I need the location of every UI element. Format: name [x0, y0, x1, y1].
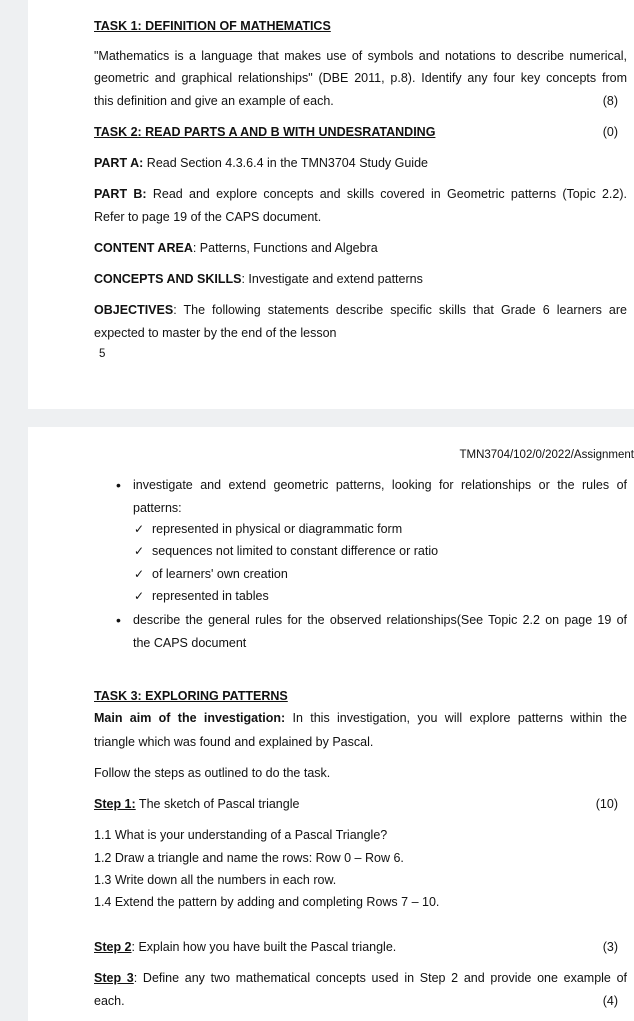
step-3-line-1 [94, 970, 627, 986]
checkmark-icon: ✓ [134, 544, 145, 558]
step-2 [94, 939, 396, 955]
step-3-marks: (4) [602, 994, 618, 1008]
part-b-line-2: Refer to page 19 of the CAPS document. [94, 210, 322, 224]
step-3-label: Step 3 [94, 971, 134, 985]
task1-title: TASK 1: DEFINITION OF MATHEMATICS [94, 19, 331, 33]
step-3-text: : Define any two mathematical concepts used in Step 2 and provide one example of [133, 971, 627, 985]
content-area-text: : Patterns, Functions and Algebra [192, 241, 378, 255]
checkmark-icon: ✓ [134, 522, 145, 536]
document-page-1 [28, 0, 634, 409]
step-2-text: : Explain how you have built the Pascal triangle. [131, 940, 397, 954]
objectives-label: OBJECTIVES [94, 303, 174, 317]
checkmark-icon: ✓ [134, 589, 145, 603]
objectives-line-1 [94, 302, 627, 318]
main-aim-text: In this investigation, you will explore patterns within the [285, 711, 627, 725]
concepts-label: CONCEPTS AND SKILLS [94, 272, 242, 286]
step-2-marks: (3) [602, 940, 618, 954]
task1-text-line-2: geometric and graphical relationships" (DBE 2011, p.8). Identify any four key concepts from [94, 71, 627, 85]
task2-title: TASK 2: READ PARTS A AND B WITH UNDESRATANDING [94, 125, 436, 139]
bullet-icon: • [116, 612, 121, 628]
objectives-line-2: expected to master by the end of the lesson [94, 326, 337, 340]
part-a-text: Read Section 4.3.6.4 in the TMN3704 Study Guide [143, 156, 428, 170]
page-number: 5 [99, 348, 106, 360]
task1-text-line-1: "Mathematics is a language that makes use of symbols and notations to describe numerical, [94, 49, 627, 63]
step-1-item: 1.1 What is your understanding of a Pascal Triangle? [94, 828, 388, 842]
sub-item: of learners' own creation [152, 567, 288, 581]
task3-title: TASK 3: EXPLORING PATTERNS [94, 689, 288, 703]
bullet-1-line-1: investigate and extend geometric patterns, looking for relationships or the rules of [133, 478, 627, 492]
concepts-and-skills [94, 271, 423, 287]
task1-text-line-3: this definition and give an example of each. [94, 94, 334, 108]
step-1-item: 1.3 Write down all the numbers in each row. [94, 873, 337, 887]
objectives-text: : The following statements describe specific skills that Grade 6 learners are [173, 303, 627, 317]
part-b-text: Read and explore concepts and skills covered in Geometric patterns (Topic 2.2). [146, 187, 627, 201]
document-page-2 [28, 427, 634, 1021]
sub-item: represented in tables [152, 589, 269, 603]
part-b-line-1 [94, 186, 627, 202]
part-a-label: PART A: [94, 156, 144, 170]
content-area [94, 240, 378, 256]
main-aim-line-2: triangle which was found and explained by Pascal. [94, 735, 374, 749]
follow-steps-text: Follow the steps as outlined to do the task. [94, 766, 331, 780]
part-a [94, 155, 428, 171]
content-area-label: CONTENT AREA [94, 241, 193, 255]
step-1-heading [94, 796, 299, 812]
step-1-item: 1.4 Extend the pattern by adding and completing Rows 7 – 10. [94, 895, 440, 909]
step-3-line-2: each. [94, 994, 125, 1008]
step-1-marks: (10) [595, 797, 618, 811]
step-2-label: Step 2 [94, 940, 132, 954]
main-aim-line-1 [94, 710, 627, 726]
step-1-text: The sketch of Pascal triangle [135, 797, 300, 811]
bullet-1-line-2: patterns: [133, 501, 182, 515]
bullet-icon: • [116, 477, 121, 493]
task1-marks: (8) [602, 94, 618, 108]
step-1-label: Step 1: [94, 797, 136, 811]
main-aim-label: Main aim of the investigation: [94, 711, 286, 725]
checkmark-icon: ✓ [134, 567, 145, 581]
sub-item: represented in physical or diagrammatic form [152, 522, 403, 536]
bullet-2-line-2: the CAPS document [133, 636, 247, 650]
page-header: TMN3704/102/0/2022/Assignment [459, 449, 634, 461]
part-b-label: PART B: [94, 187, 147, 201]
task2-marks: (0) [602, 125, 618, 139]
step-1-item: 1.2 Draw a triangle and name the rows: Row 0 – Row 6. [94, 851, 404, 865]
concepts-text: : Investigate and extend patterns [241, 272, 423, 286]
bullet-2-line-1: describe the general rules for the observed relationships(See Topic 2.2 on page 19 of [133, 613, 627, 627]
sub-item: sequences not limited to constant difference or ratio [152, 544, 439, 558]
